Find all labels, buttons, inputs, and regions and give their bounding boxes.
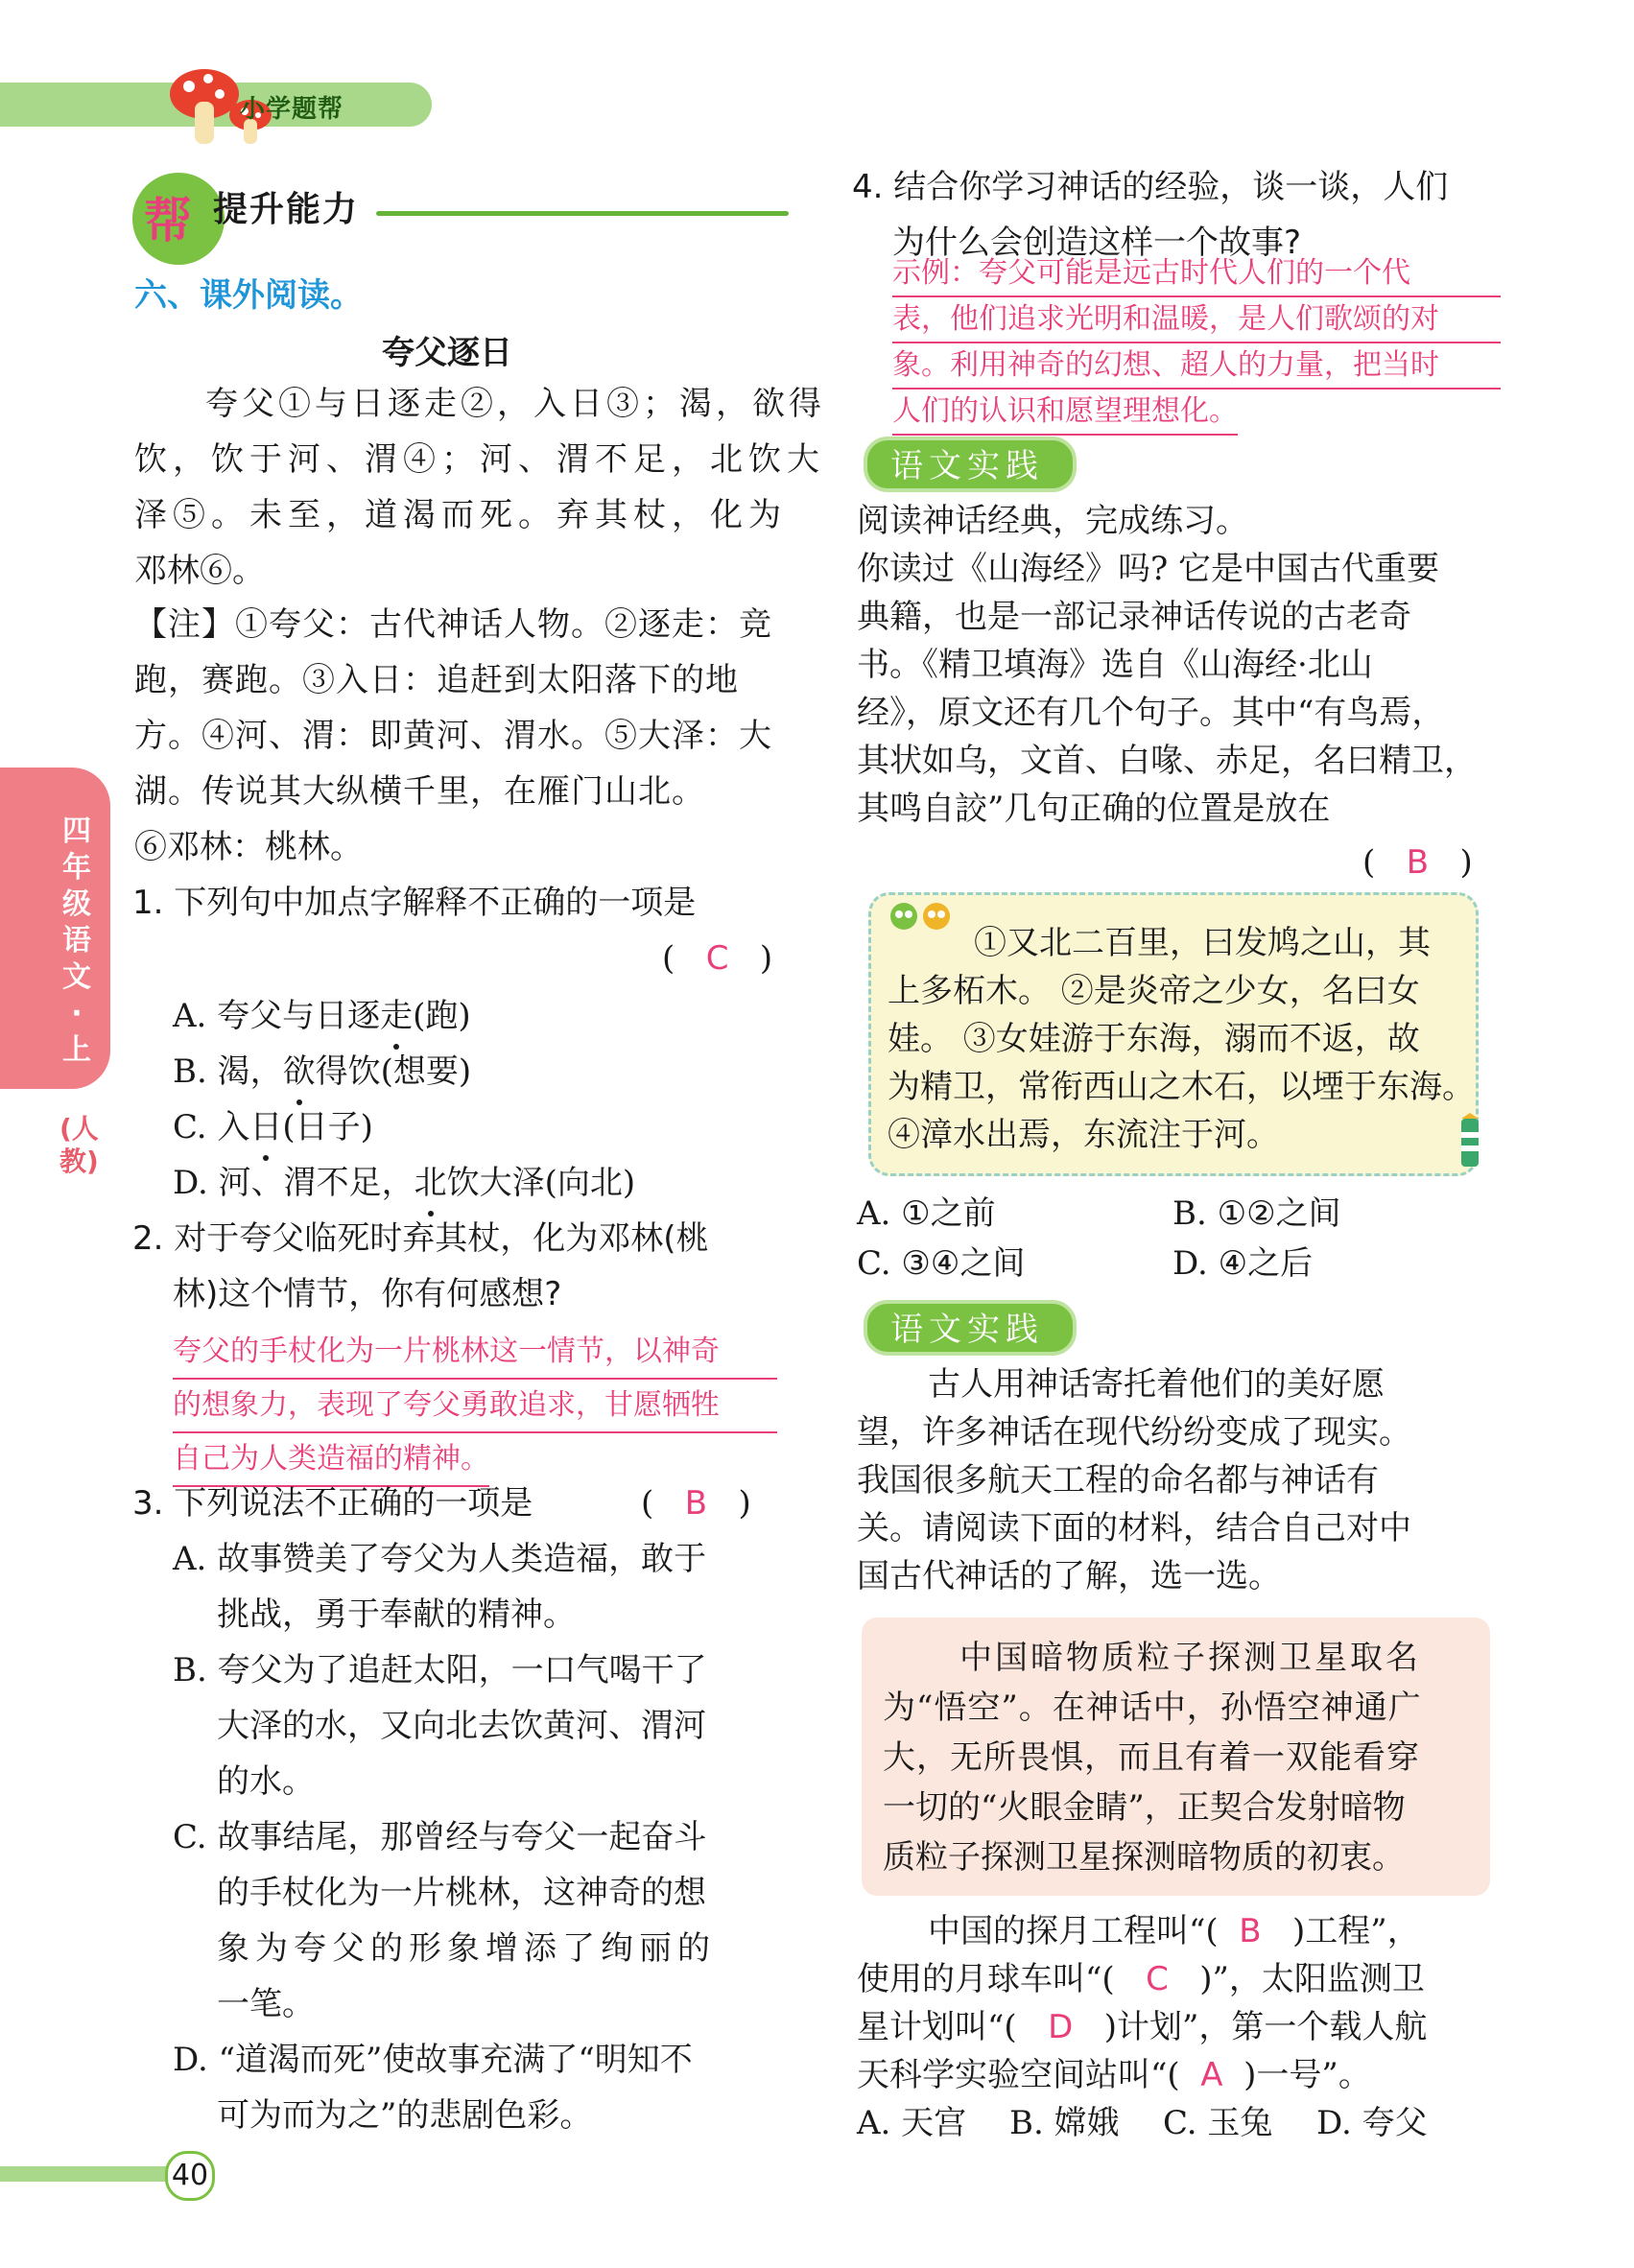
practice1-answer-bracket: ( B ) (1362, 843, 1473, 882)
fill-text: )”，太阳监测卫 (1199, 1960, 1425, 1998)
edition-label: (人教) (59, 1113, 99, 1177)
fill-line-3 (857, 2003, 1427, 2051)
q3-option-line: 大泽的水，又向北去饮黄河、渭河 (217, 1707, 706, 1745)
fill-text: )计划”，第一个载人航 (1103, 2008, 1428, 2046)
excerpt-line: 上多柘木。 ②是炎帝之少女，名曰女 (888, 972, 1420, 1010)
practice2-line: 望，许多神话在现代纷纷变成了现实。 (857, 1413, 1411, 1452)
q2-answer-line: 自己为人类造福的精神。 (173, 1433, 489, 1487)
q4-answer-line: 示例：夸父可能是远古时代人们的一个代 (892, 251, 1501, 297)
passage-line: 夸父①与日逐走②，入日③；渴，欲得 (205, 385, 825, 423)
material-text (883, 1633, 1422, 1882)
q2-answer (173, 1326, 777, 1487)
q3-option-line: 象为夸父的形象增添了绚丽的 (217, 1929, 716, 1968)
q1-option-c: C. 入日(日子) (173, 1099, 635, 1155)
fill-line-2 (857, 1955, 1427, 2003)
fill-text: )一号”。 (1243, 2056, 1371, 2094)
fill-line-4 (857, 2051, 1427, 2099)
note-line: 方。④河、渭：即黄河、渭水。⑤大泽：大 (134, 717, 772, 755)
q1-answer-bracket: ( C ) (662, 939, 773, 978)
fill-answer-4: A (1200, 2056, 1223, 2094)
q3-option-line: 的水。 (217, 1762, 315, 1801)
practice2-line: 国古代神话的了解，选一选。 (857, 1557, 1281, 1595)
section-badge-char: 帮 (144, 193, 192, 248)
note-line: 湖。传说其大纵横千里，在雁门山北。 (134, 772, 705, 811)
q1-option-b: B. 渴，欲得饮(想要) (173, 1044, 635, 1099)
page-number: 40 (171, 2159, 209, 2192)
note-line: 【注】①夸父：古代神话人物。②逐走：竞 (134, 605, 772, 644)
practice1-line: 经》，原文还有几个句子。其中“有鸟焉， (857, 694, 1445, 732)
practice1-line: 阅读神话经典，完成练习。 (857, 502, 1248, 540)
grade-label: 四年级语文·上 (62, 815, 91, 1067)
practice2-line: 关。请阅读下面的材料，结合自己对中 (857, 1509, 1411, 1547)
q3-stem: 3. 下列说法不正确的一项是 (132, 1484, 533, 1523)
practice1-answer: B (1406, 843, 1430, 882)
excerpt-line: 娃。 ③女娃游于东海，溺而不返，故 (888, 1020, 1420, 1058)
excerpt-line: ①又北二百里，曰发鸠之山，其 (974, 924, 1431, 962)
practice1-text (857, 497, 1477, 833)
material-line: 中国暗物质粒子探测卫星取名 (959, 1639, 1421, 1677)
note-line: 跑，赛跑。③入日：追赶到太阳落下的地 (134, 661, 739, 699)
excerpt-text (888, 919, 1475, 1159)
q3-option-line: D. “道渴而死”使故事充满了“明知不 (173, 2041, 693, 2079)
excerpt-line: 为精卫，常衔西山之木石，以堙于东海。 (888, 1068, 1475, 1106)
q3-answer-bracket: ( B ) (641, 1484, 751, 1523)
material-line: 为“悟空”。在神话中，孙悟空神通广 (883, 1689, 1422, 1727)
practice2-fill (857, 1907, 1427, 2099)
q3-option-line: 一笔。 (217, 1985, 315, 2023)
q3-option-line: B. 夸父为了追赶太阳，一口气喝干了 (173, 1651, 707, 1689)
q1-options (173, 988, 635, 1211)
q2-answer-line: 的想象力，表现了夸父勇敢追求，甘愿牺牲 (173, 1380, 777, 1433)
practice2-option-c: C. 玉兔 (1163, 2104, 1273, 2142)
practice2-text (857, 1360, 1411, 1600)
practice1-line: 其状如乌，文首、白喙、赤足，名曰精卫， (857, 742, 1477, 780)
passage-line: 邓林⑥。 (134, 552, 265, 590)
q1-answer: C (705, 939, 729, 978)
practice2-line: 古人用神话寄托着他们的美好愿 (928, 1365, 1385, 1404)
practice1-line: 你读过《山海经》吗? 它是中国古代重要 (857, 550, 1440, 588)
reading-heading: 六、课外阅读。 (134, 276, 363, 315)
fill-text: 天科学实验空间站叫“( (857, 2056, 1180, 2094)
q3-option-line: C. 故事结尾，那曾经与夸父一起奋斗 (173, 1818, 707, 1856)
passage-line: 饮，饮于河、渭④；河、渭不足，北饮大 (134, 440, 825, 479)
practice2-line: 我国很多航天工程的命名都与神话有 (857, 1461, 1379, 1500)
q3-answer: B (684, 1484, 708, 1523)
q4-answer-line: 表，他们追求光明和温暖，是人们歌颂的对 (892, 297, 1501, 343)
practice2-option-d: D. 夸父 (1316, 2104, 1428, 2142)
material-line: 大，无所畏惧，而且有着一双能看穿 (883, 1738, 1420, 1777)
q4-answer-line: 象。利用神奇的幻想、超人的力量，把当时 (892, 343, 1501, 390)
q1-option-a: A. 夸父与日逐走(跑) (173, 988, 635, 1044)
practice-label-2-text: 语文实践 (890, 1311, 1044, 1349)
q2-answer-line: 夸父的手杖化为一片桃林这一情节，以神奇 (173, 1326, 777, 1380)
fill-text: )工程”， (1292, 1912, 1420, 1950)
q1-option-d: D. 河、渭不足，北饮大泽(向北) (173, 1155, 635, 1211)
fill-text: 中国的探月工程叫“( (928, 1912, 1219, 1950)
q1-stem: 1. 下列句中加点字解释不正确的一项是 (132, 884, 697, 922)
section-divider (376, 211, 789, 216)
notes (134, 597, 772, 875)
fill-answer-3: D (1048, 2008, 1074, 2046)
footer-band (0, 2166, 192, 2182)
practice1-line: 书。《精卫填海》选自《山海经·北山 (857, 646, 1373, 684)
q3-option-line: 挑战，勇于奉献的精神。 (217, 1595, 576, 1634)
q2-stem-line: 林)这个情节，你有何感想? (173, 1275, 562, 1313)
practice1-option-c: C. ③④之间 (857, 1244, 1026, 1283)
practice1-line: 其鸣自詨”几句正确的位置是放在 (857, 790, 1331, 828)
material-line: 一切的“火眼金睛”，正契合发射暗物 (883, 1788, 1406, 1827)
q3-option-line: 的手杖化为一片桃林，这神奇的想 (217, 1874, 706, 1912)
practice1-option-b: B. ①②之间 (1172, 1194, 1341, 1233)
passage-title: 夸父逐日 (382, 334, 512, 372)
practice-label-1-text: 语文实践 (890, 447, 1044, 485)
practice2-option-a: A. 天宫 (857, 2104, 967, 2142)
fill-text: 使用的月球车叫“( (857, 1960, 1115, 1998)
material-line: 质粒子探测卫星探测暗物质的初衷。 (883, 1838, 1405, 1877)
fill-answer-1: B (1239, 1912, 1262, 1950)
practice2-option-b: B. 嫦娥 (1009, 2104, 1120, 2142)
q4-answer-line: 人们的认识和愿望理想化。 (892, 390, 1238, 436)
excerpt-line: ④漳水出焉，东流注于河。 (888, 1116, 1279, 1154)
q3-option-line: A. 故事赞美了夸父为人类造福，敢于 (173, 1540, 707, 1578)
fill-line-1 (857, 1907, 1427, 1955)
q4-stem-line: 4. 结合你学习神话的经验，谈一谈，人们 (852, 168, 1449, 206)
passage-line: 泽⑤。未至，道渴而死。弃其杖，化为 (134, 496, 787, 534)
fill-answer-2: C (1146, 1960, 1169, 1998)
practice1-option-d: D. ④之后 (1172, 1244, 1314, 1283)
passage (134, 376, 825, 599)
section-title: 提升能力 (213, 190, 360, 229)
practice1-option-a: A. ①之前 (857, 1194, 996, 1233)
practice1-line: 典籍，也是一部记录神话传说的古老奇 (857, 598, 1411, 636)
q4-stem-line: 为什么会创造这样一个故事? (892, 224, 1302, 262)
q2 (132, 1211, 709, 1322)
q2-stem-line: 2. 对于夸父临死时弃其杖，化为邓林(桃 (132, 1219, 709, 1258)
q3-options (173, 1531, 716, 2143)
note-line: ⑥邓林：桃林。 (134, 828, 363, 866)
q3-option-line: 可为而为之”的悲剧色彩。 (217, 2096, 593, 2135)
q4-answer (892, 251, 1501, 436)
fill-text: 星计划叫“( (857, 2008, 1017, 2046)
brand-name: 小学题帮 (240, 95, 344, 124)
